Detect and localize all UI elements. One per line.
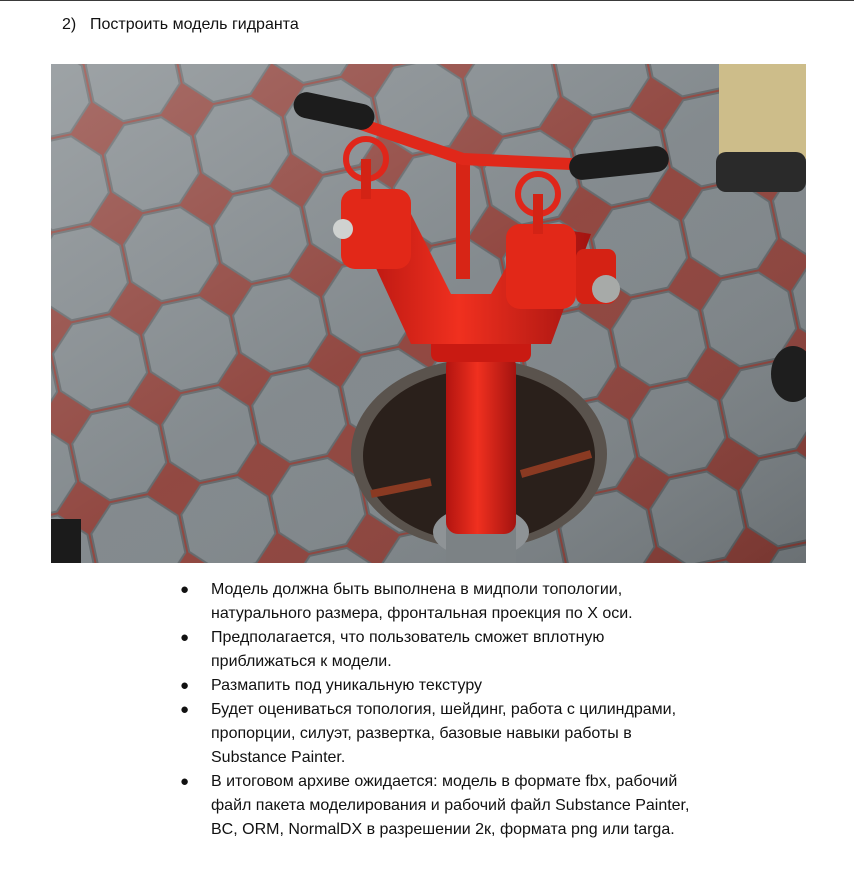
list-item-text: Модель должна быть выполнена в мидполи топологии, (211, 581, 623, 598)
section-heading (62, 14, 299, 36)
bullet-dot: ● (180, 677, 190, 694)
list-item (180, 674, 800, 698)
requirements-list (180, 578, 800, 842)
list-item-text: натурального размера, фронтальная проекция по X оси. (211, 605, 633, 622)
list-item-text: Предполагается, что пользователь сможет вплотную (211, 629, 605, 646)
list-item-text: Размапить под уникальную текстуру (211, 677, 483, 694)
heading-text: Построить модель гидранта (90, 16, 299, 33)
list-item (180, 578, 800, 626)
list-item (180, 770, 800, 842)
list-item-text: пропорции, силуэт, развертка, базовые навыки работы в (211, 725, 632, 742)
bullet-dot: ● (180, 701, 190, 718)
top-rule (0, 0, 854, 1)
list-item-text: Будет оцениваться топология, шейдинг, работа с цилиндрами, (211, 701, 677, 718)
heading-number: 2) (62, 16, 77, 33)
bullet-dot: ● (180, 629, 190, 646)
list-item-text: файл пакета моделирования и рабочий файл Substance Painter, (211, 797, 690, 814)
hydrant-photo (51, 64, 806, 563)
list-item (180, 626, 800, 674)
bullet-dot: ● (180, 581, 190, 598)
list-item (180, 698, 800, 770)
list-item-text: приближаться к модели. (211, 653, 392, 670)
list-item-text: В итоговом архиве ожидается: модель в формате fbx, рабочий (211, 773, 678, 790)
list-item-text: BC, ORM, NormalDX в разрешении 2к, формата png или targa. (211, 821, 675, 838)
bullet-dot: ● (180, 773, 190, 790)
list-item-text: Substance Painter. (211, 749, 346, 766)
